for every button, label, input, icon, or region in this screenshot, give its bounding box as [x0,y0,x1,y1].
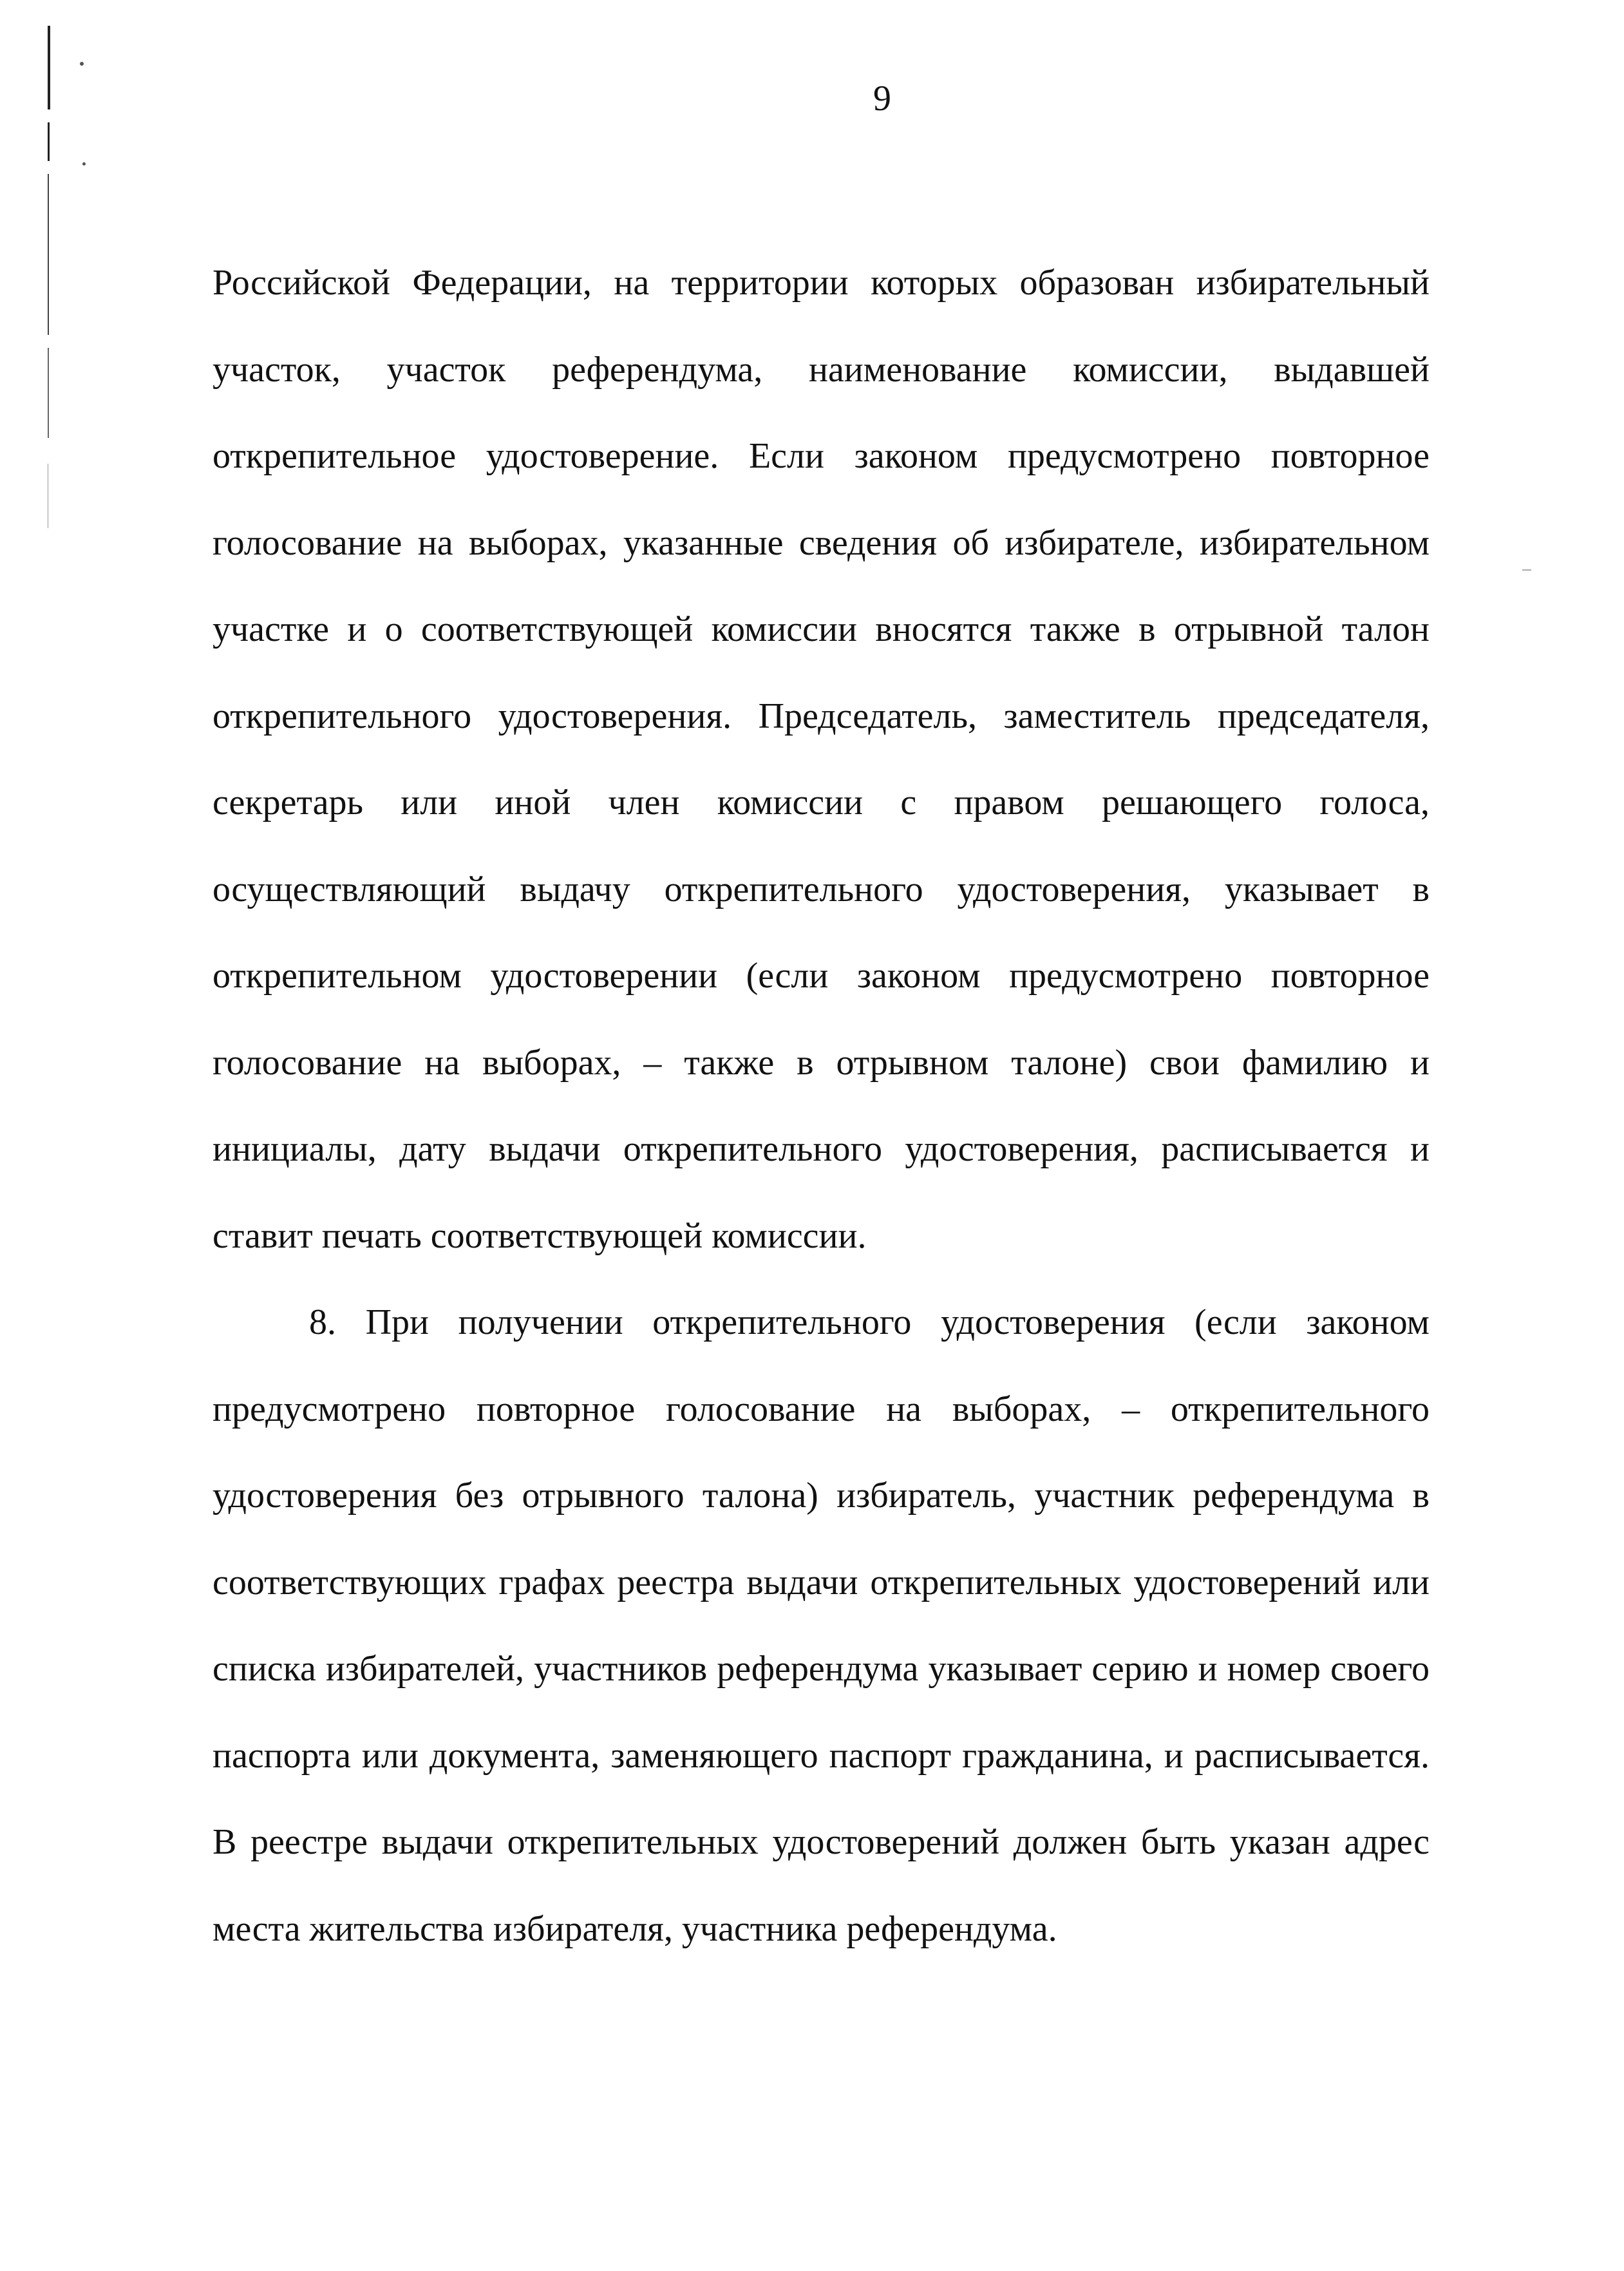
scan-speck [1522,569,1531,571]
scan-speck [82,162,86,166]
paragraph-continuation: Российской Федерации, на территории которых образован избирательный участок, участок референдума, наименование комиссии, выдавшей открепительное удостоверение. Если законом предусмотрено повторное голосование на выборах, указанные сведения об избирателе, избирательном участке и о соответствующей комиссии вносятся также в отрывной талон открепительного удостоверения. Председатель, заместитель председателя, секретарь или иной член комиссии с правом решающего голоса, осуществляющий выдачу открепительного удостоверения, указывает в открепительном удостоверении (если законом предусмотрено повторное голосование на выборах, – также в отрывном талоне) свои фамилию и инициалы, дату выдачи открепительного удостоверения, расписывается и ставит печать соответствующей комиссии. [212,263,1430,1256]
page-number: 9 [873,79,891,119]
scan-speck [80,62,84,66]
document-body [212,240,1430,1972]
paragraph-item-8: 8. При получении открепительного удостоверения (если законом предусмотрено повторное голосование на выборах, – открепительного удостоверения без отрывного талона) избиратель, участник референдума в соответствующих графах реестра выдачи открепительных удостоверений или списка избирателей, участников референдума указывает серию и номер своего паспорта или документа, заменяющего паспорт гражданина, и расписывается. В реестре выдачи открепительных удостоверений должен быть указан адрес места жительства избирателя, участника референдума. [212,1302,1430,1949]
